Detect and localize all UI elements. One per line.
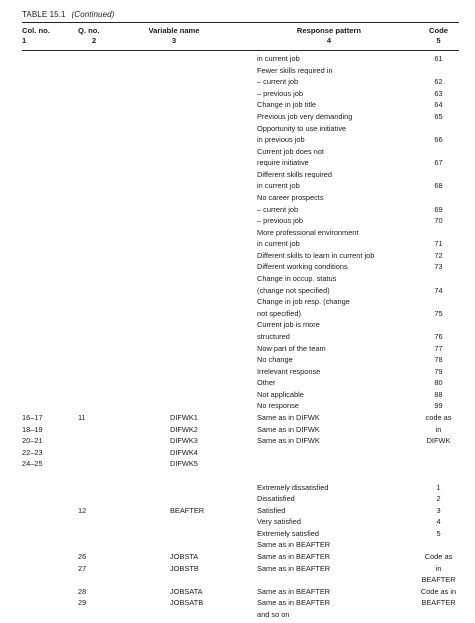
table-cell-c5: 2 [436,494,441,503]
header-number: 2 [92,36,97,45]
table-cell-c4: Satisfied [257,505,286,515]
table-cell-c4: Same as in DIFWK [257,436,320,446]
table-cell-c5: 76 [434,331,443,341]
table-cell-c5: 70 [434,216,443,226]
table-cell-c3: JOBSATA [170,586,203,596]
table-cell-c4: in current job [257,181,300,191]
table-cell-c4: Very satisfied [257,517,301,527]
table-cell-c4: No career prospects [257,193,324,202]
table-cell-c4: Current job is more [257,320,320,330]
header-number: 3 [171,36,177,45]
table-cell-c5: 3 [436,505,441,515]
header-number: 1 [22,36,27,45]
table-cell-c4: structured [257,331,290,341]
table-cell-c4: Now part of the team [257,343,326,353]
table-cell-c4: Extremely dissatisfied [257,482,329,492]
table-cell-c3: DIFWK4 [170,447,198,457]
table-cell-c5: 68 [434,181,443,191]
table-cell-c1: 20–21 [22,436,43,446]
table-cell-c5: 88 [434,389,443,399]
table-cell-c5: 75 [434,308,443,318]
table-cell-c4: in current job [257,239,300,249]
table-cell-c3: JOBSTB [170,563,199,573]
table-cell-c5: Code as [424,551,453,561]
table-cell-c4: in current job [257,54,300,63]
table-cell-c4: Opportunity to use initiative [257,123,347,133]
table-cell-c5: 4 [436,517,441,527]
table-cell-c5: 73 [434,262,443,272]
header-title: Q. no. [78,26,100,35]
table-cell-c5: 79 [434,366,443,376]
header-title: Variable name [148,26,200,35]
table-cell-c5: 67 [434,158,443,168]
table-cell-c5: in [435,424,442,434]
table-cell-c5: 71 [434,239,443,249]
table-cell-c4: Different skills to learn in current job [257,250,375,260]
table-cell-c2: 26 [78,551,87,561]
table-cell-c4: Other [257,378,276,388]
table-cell-c5: 1 [436,482,441,492]
table-cell-c2: 27 [78,563,87,573]
table-cell-c4: and so on [257,609,290,619]
header-q-no [78,26,100,46]
table-cell-c3: JOBSTA [170,551,199,561]
table-cell-c3: JOBSATB [170,598,204,608]
table-cell-c3: DIFWK1 [170,413,198,422]
header-title: Col. no. [22,26,50,35]
header-number: 5 [436,36,441,45]
table-cell-c4: not specified) [257,308,301,318]
table-cell-c4: require initiative [257,158,309,168]
table-cell-c1: 18–19 [22,424,43,434]
table-cell-c4: Dissatisfied [257,494,295,503]
table-cell-c2: 11 [78,413,86,422]
table-cell-c4: Not applicable [257,389,304,399]
table-cell-c4: – previous job [257,88,304,98]
table-cell-c5: BEAFTER [421,598,456,608]
table-cell-c3: DIFWK2 [170,424,198,434]
table-cell-c4: More professional environment [257,227,359,237]
table-cell-c5: DIFWK [426,436,451,446]
table-cell-c5: 72 [434,250,443,260]
table-caption [22,10,114,19]
table-cell-c4: – current job [257,77,299,87]
table-cell-c4: – current job [257,204,299,214]
header-title: Code [429,26,448,35]
table-cell-c1: 16–17 [22,413,43,422]
table-cell-c4: Same as in DIFWK [257,413,320,422]
table-continued-note: (Continued) [71,10,115,19]
table-cell-c2: 12 [78,505,87,515]
table-cell-c4: Current job does not [257,146,324,156]
table-cell-c4: Change in job title [257,100,317,110]
table-cell-c2: 28 [78,586,87,596]
table-label: TABLE 15.1 [22,10,66,19]
table-cell-c5: 80 [434,378,443,388]
header-top-rule [22,22,459,23]
header-variable-name [140,26,208,46]
table-cell-c5: 65 [434,111,443,121]
table-cell-c4: Irrelevant response [257,366,321,376]
table-cell-c4: Different working conditions [257,262,348,272]
table-cell-c4: No response [257,401,299,411]
table-cell-c4: Same as in BEAFTER [257,551,331,561]
table-cell-c4: (change not specified) [257,285,330,295]
table-cell-c5: 61 [434,54,443,63]
header-col-no [22,26,50,46]
table-cell-c5: Code as in [420,586,457,596]
table-cell-c5: 64 [434,100,443,110]
table-cell-c5: 99 [434,401,443,411]
header-number: 4 [326,36,332,45]
table-cell-c4: Different skills required [257,169,333,179]
table-cell-c5: 62 [434,77,443,87]
table-cell-c5: 69 [434,204,443,214]
table-cell-c4: Previous job very demanding [257,111,353,121]
table-cell-c4: Same as in BEAFTER [257,563,331,573]
table-cell-c5: BEAFTER [421,575,456,585]
table-cell-c1: 22–23 [22,447,43,457]
table-cell-c4: Change in job resp. (change [257,297,350,307]
table-cell-c5: 77 [434,343,443,353]
table-cell-c5: in [435,563,442,573]
table-cell-c4: No change [257,355,293,365]
table-cell-c4: Fewer skills required in [257,65,333,75]
header-title: Response pattern [296,26,362,35]
table-cell-c4: Extremely satisfied [257,528,320,538]
table-cell-c2: 29 [78,598,87,608]
table-cell-c5: 78 [434,355,443,365]
table-cell-c5: 5 [436,528,441,538]
table-cell-c4: Same as in BEAFTER [257,598,331,608]
table-cell-c4: – previous job [257,216,304,226]
table-cell-c4: Same as in DIFWK [257,424,320,434]
table-cell-c3: BEAFTER [170,505,205,515]
table-cell-c3: DIFWK5 [170,459,198,469]
table-cell-c3: DIFWK3 [170,436,198,446]
header-response-pattern [270,26,388,46]
header-bottom-rule [22,50,459,51]
table-cell-c5: 66 [434,135,443,145]
table-cell-c5: code as [425,413,452,422]
table-cell-c1: 24–25 [22,459,43,469]
table-cell-c4: Same as in BEAFTER [257,540,331,550]
table-cell-c4: in previous job [257,135,305,145]
header-code [410,26,467,46]
table-cell-c5: 63 [434,88,443,98]
table-cell-c5: 74 [434,285,443,295]
table-cell-c4: Same as in BEAFTER [257,586,331,596]
table-cell-c4: Change in occup. status [257,274,337,283]
